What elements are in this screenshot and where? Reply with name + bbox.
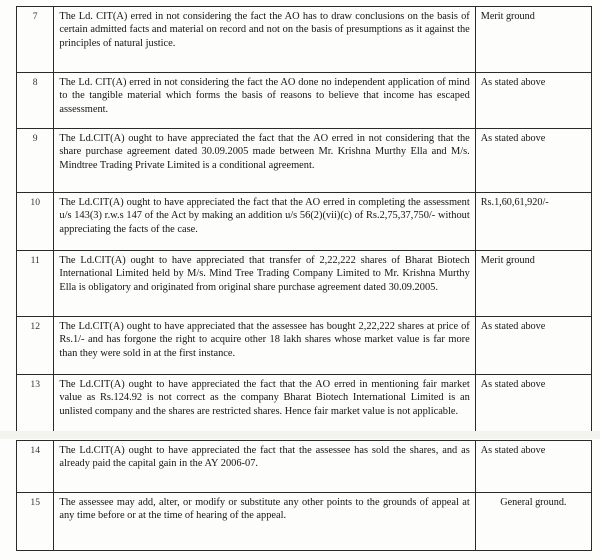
table-row (17, 129, 592, 193)
ground-number: 11 (17, 251, 54, 317)
table-row (17, 251, 592, 317)
ground-amount: As stated above (475, 375, 591, 435)
ground-amount: As stated above (475, 73, 591, 129)
grounds-table-continued (16, 440, 592, 551)
ground-amount: General ground. (475, 493, 591, 551)
ground-text: The Ld.CIT(A) ought to have appreciated the fact that the AO erred in not considering that the share purchase agreement dated 30.09.2005 made between Mr. Krishna Murthy Ella and M/s. Mindtree Trading Private Limited is a conditional agreement. (54, 129, 475, 193)
ground-text: The Ld. CIT(A) erred in not considering the fact the AO has to draw conclusions on the basis of certain admitted facts and material on record and not on the basis of presumptions as it against the principles of natural justice. (54, 7, 475, 73)
ground-number: 12 (17, 317, 54, 375)
ground-text: The Ld.CIT(A) ought to have appreciated the fact that the assessee has sold the shares, and as already paid the capital gain in the AY 2006-07. (54, 441, 475, 493)
ground-number: 8 (17, 73, 54, 129)
grounds-table (16, 6, 592, 435)
ground-number: 13 (17, 375, 54, 435)
ground-number: 14 (17, 441, 54, 493)
ground-text: The assessee may add, alter, or modify or substitute any other points to the grounds of appeal at any time before or at the time of hearing of the appeal. (54, 493, 475, 551)
ground-text: The Ld. CIT(A) erred in not considering the fact the AO done no independent application of mind to the tangible material which forms the basis of reasons to believe that income has escaped assessment. (54, 73, 475, 129)
ground-text: The Ld.CIT(A) ought to have appreciated the fact that the AO erred in mentioning fair market value as Rs.124.92 is not correct as the company Bharat Biotech International Limited is an unlisted company and the shares are restricted shares. Hence fair market value is not applicable. (54, 375, 475, 435)
table-row (17, 493, 592, 551)
table-row (17, 317, 592, 375)
ground-text: The Ld.CIT(A) ought to have appreciated that transfer of 2,22,222 shares of Bharat Biotech International Limited held by M/s. Mind Tree Trading Company Limited to Mr. Krishna Murthy Ella is obligatory and originated from original share purchase agreement dated 30.09.2005. (54, 251, 475, 317)
ground-amount: As stated above (475, 129, 591, 193)
table-row (17, 441, 592, 493)
table-row (17, 73, 592, 129)
ground-amount: As stated above (475, 317, 591, 375)
ground-number: 7 (17, 7, 54, 73)
page-break (0, 431, 600, 439)
ground-text: The Ld.CIT(A) ought to have appreciated that the assessee has bought 2,22,222 shares at price of Rs.1/- and has forgone the right to acquire other 18 lakh shares whose market value is far more than they were sold in at the first instance. (54, 317, 475, 375)
table-row (17, 193, 592, 251)
table-row (17, 7, 592, 73)
ground-text: The Ld.CIT(A) ought to have appreciated the fact that the AO erred in completing the assessment u/s 143(3) r.w.s 147 of the Act by making an addition u/s 56(2)(vii)(c) of Rs.2,75,37,750/- without appreciating the facts of the case. (54, 193, 475, 251)
table-row (17, 375, 592, 435)
ground-number: 15 (17, 493, 54, 551)
ground-number: 9 (17, 129, 54, 193)
ground-amount: Rs.1,60,61,920/- (475, 193, 591, 251)
ground-amount: Merit ground (475, 7, 591, 73)
ground-amount: As stated above (475, 441, 591, 493)
ground-amount: Merit ground (475, 251, 591, 317)
ground-number: 10 (17, 193, 54, 251)
